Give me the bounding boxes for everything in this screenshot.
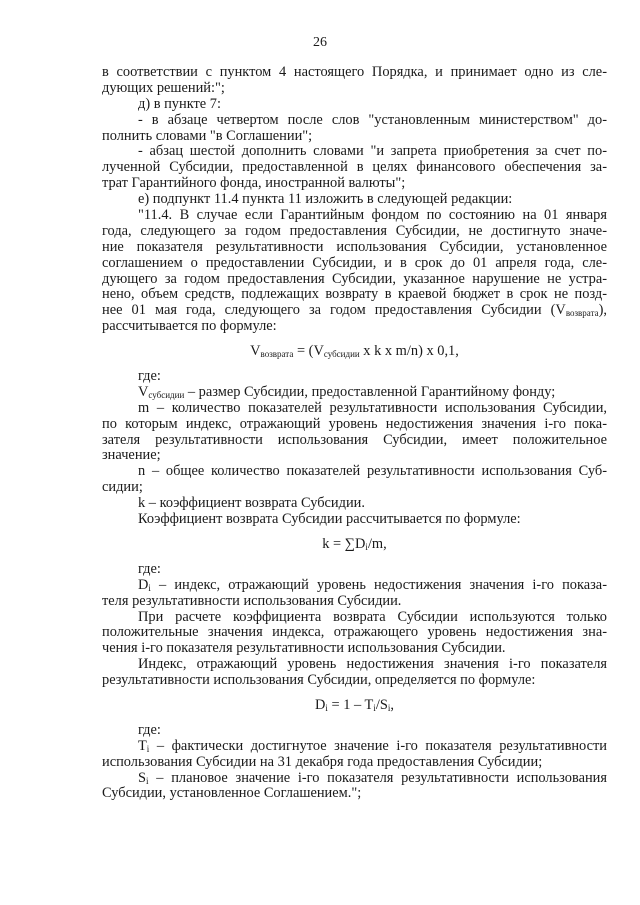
text-line: дующих решений:"; [102,79,225,96]
subscript: i [146,775,149,786]
subscript: i [146,743,150,754]
text-line: года, следующего за годом предоставления Субсидии, не достигнуто значе- [102,223,607,239]
text-line [102,771,607,787]
formula-part: = 1 – T [327,696,374,713]
text-line: полнить словами "в Соглашении"; [102,127,313,144]
text-line: n – общее количество показателей результативности использования Суб- [138,464,607,480]
text-segment: – размер Субсидии, предоставленной Гарантийному фонду; [184,383,556,400]
text-line: соглашением о предоставлении Субсидии, и в срок до 01 апреля года, сле- [102,255,607,271]
text-line: Индекс, отражающий уровень недостижения значения i-го показателя [138,657,607,673]
text-line: где: [138,560,161,577]
text-segment: – плановое значение i-го показателя результативности использования [148,770,607,786]
text-line: - абзац шестой дополнить словами "и запрета приобретения за счет по- [138,144,607,160]
text-line: При расчете коэффициента возврата Субсидии используются только [138,609,607,625]
text-line: по которым индекс, отражающий уровень недостижения значения i-го пока- [102,416,607,432]
text-segment: V [138,383,149,400]
formula-part: V [250,343,261,360]
text-line: нено, объем средств, подлежащих возврату в краевой бюджет в срок не позд- [102,287,607,303]
text-line: рассчитывается по формуле: [102,318,277,335]
text-line: "11.4. В случае если Гарантийным фондом по состоянию на 01 января [138,208,607,224]
text-line [102,385,607,401]
subscript: i [148,582,151,593]
text-line: теля результативности использования Субсидии. [102,592,402,609]
text-segment: D [138,577,149,593]
text-line: сидии; [102,479,143,496]
text-line: где: [138,721,161,738]
text-line: е) подпункт 11.4 пункта 11 изложить в следующей редакции: [138,191,513,208]
text-line [102,739,607,755]
text-line: Субсидии, установленное Соглашением."; [102,785,362,802]
formula-v-return [102,344,607,360]
text-segment: нее 01 мая года, следующего за годом предоставления Субсидии (V [102,303,566,319]
formula-part: /S [375,696,388,713]
formula-part: x k x m/n) x 0,1, [359,343,459,360]
text-line: - в абзаце четвертом после слов "установленным министерством" до- [138,112,607,128]
text-line: использования Субсидии на 31 декабря года предоставления Субсидии; [102,753,543,770]
text-line: где: [138,368,161,385]
text-segment: S [138,770,147,786]
text-line: в соответствии с пунктом 4 настоящего Порядка, и принимает одно из сле- [102,65,607,80]
text-segment: T [138,738,147,754]
text-line [102,578,607,594]
subscript: i [325,702,328,713]
page-number: 26 [313,35,327,50]
text-line: трат Гарантийного фонда, иностранной валюты"; [102,175,406,192]
text-line: m – количество показателей результативности использования Субсидии, [138,400,607,416]
text-segment: – фактически достигнутое значение i-го показателя результативности [149,738,607,754]
subscript: субсидии [148,389,185,400]
text-line: лученной Субсидии, предоставленной в целях финансового обеспечения за- [102,160,607,176]
formula-part: D [314,696,326,713]
text-line: k – коэффициент возврата Субсидии. [138,495,365,512]
formula-part: , [390,696,394,713]
document-body [102,65,607,802]
text-segment: – индекс, отражающий уровень недостижения значения i-го показа- [150,577,607,593]
text-line: дующего за годом предоставления Субсидии, указанное нарушение не устра- [102,271,607,287]
text-line [102,303,607,319]
text-line: результативности использования Субсидии, определяется по формуле: [102,672,536,689]
text-line: значение; [102,447,161,464]
text-line: зателя результативности использования Субсидии, имеет положительное [102,432,607,448]
subscript: i [365,541,368,552]
text-line: чения i-го показателя результативности использования Субсидии. [102,640,506,657]
text-line: д) в пункте 7: [138,95,221,112]
subscript: возврата [260,349,294,360]
text-line: Коэффициент возврата Субсидии рассчитывается по формуле: [138,511,521,528]
text-line: ние показателя результативности использования Субсидии, установленное [102,239,607,255]
formula-part: k = ∑D [322,535,366,552]
formula-part: /m, [367,535,387,552]
subscript: i [387,702,391,713]
formula-k [102,537,607,553]
subscript: возврата [565,308,599,319]
formula-part: = (V [293,343,324,360]
text-line: положительные значения индекса, отражающего уровень недостижения зна- [102,625,607,641]
subscript: i [373,702,376,713]
subscript: субсидии [323,349,360,360]
text-segment: ), [598,303,607,319]
formula-d [102,698,607,714]
